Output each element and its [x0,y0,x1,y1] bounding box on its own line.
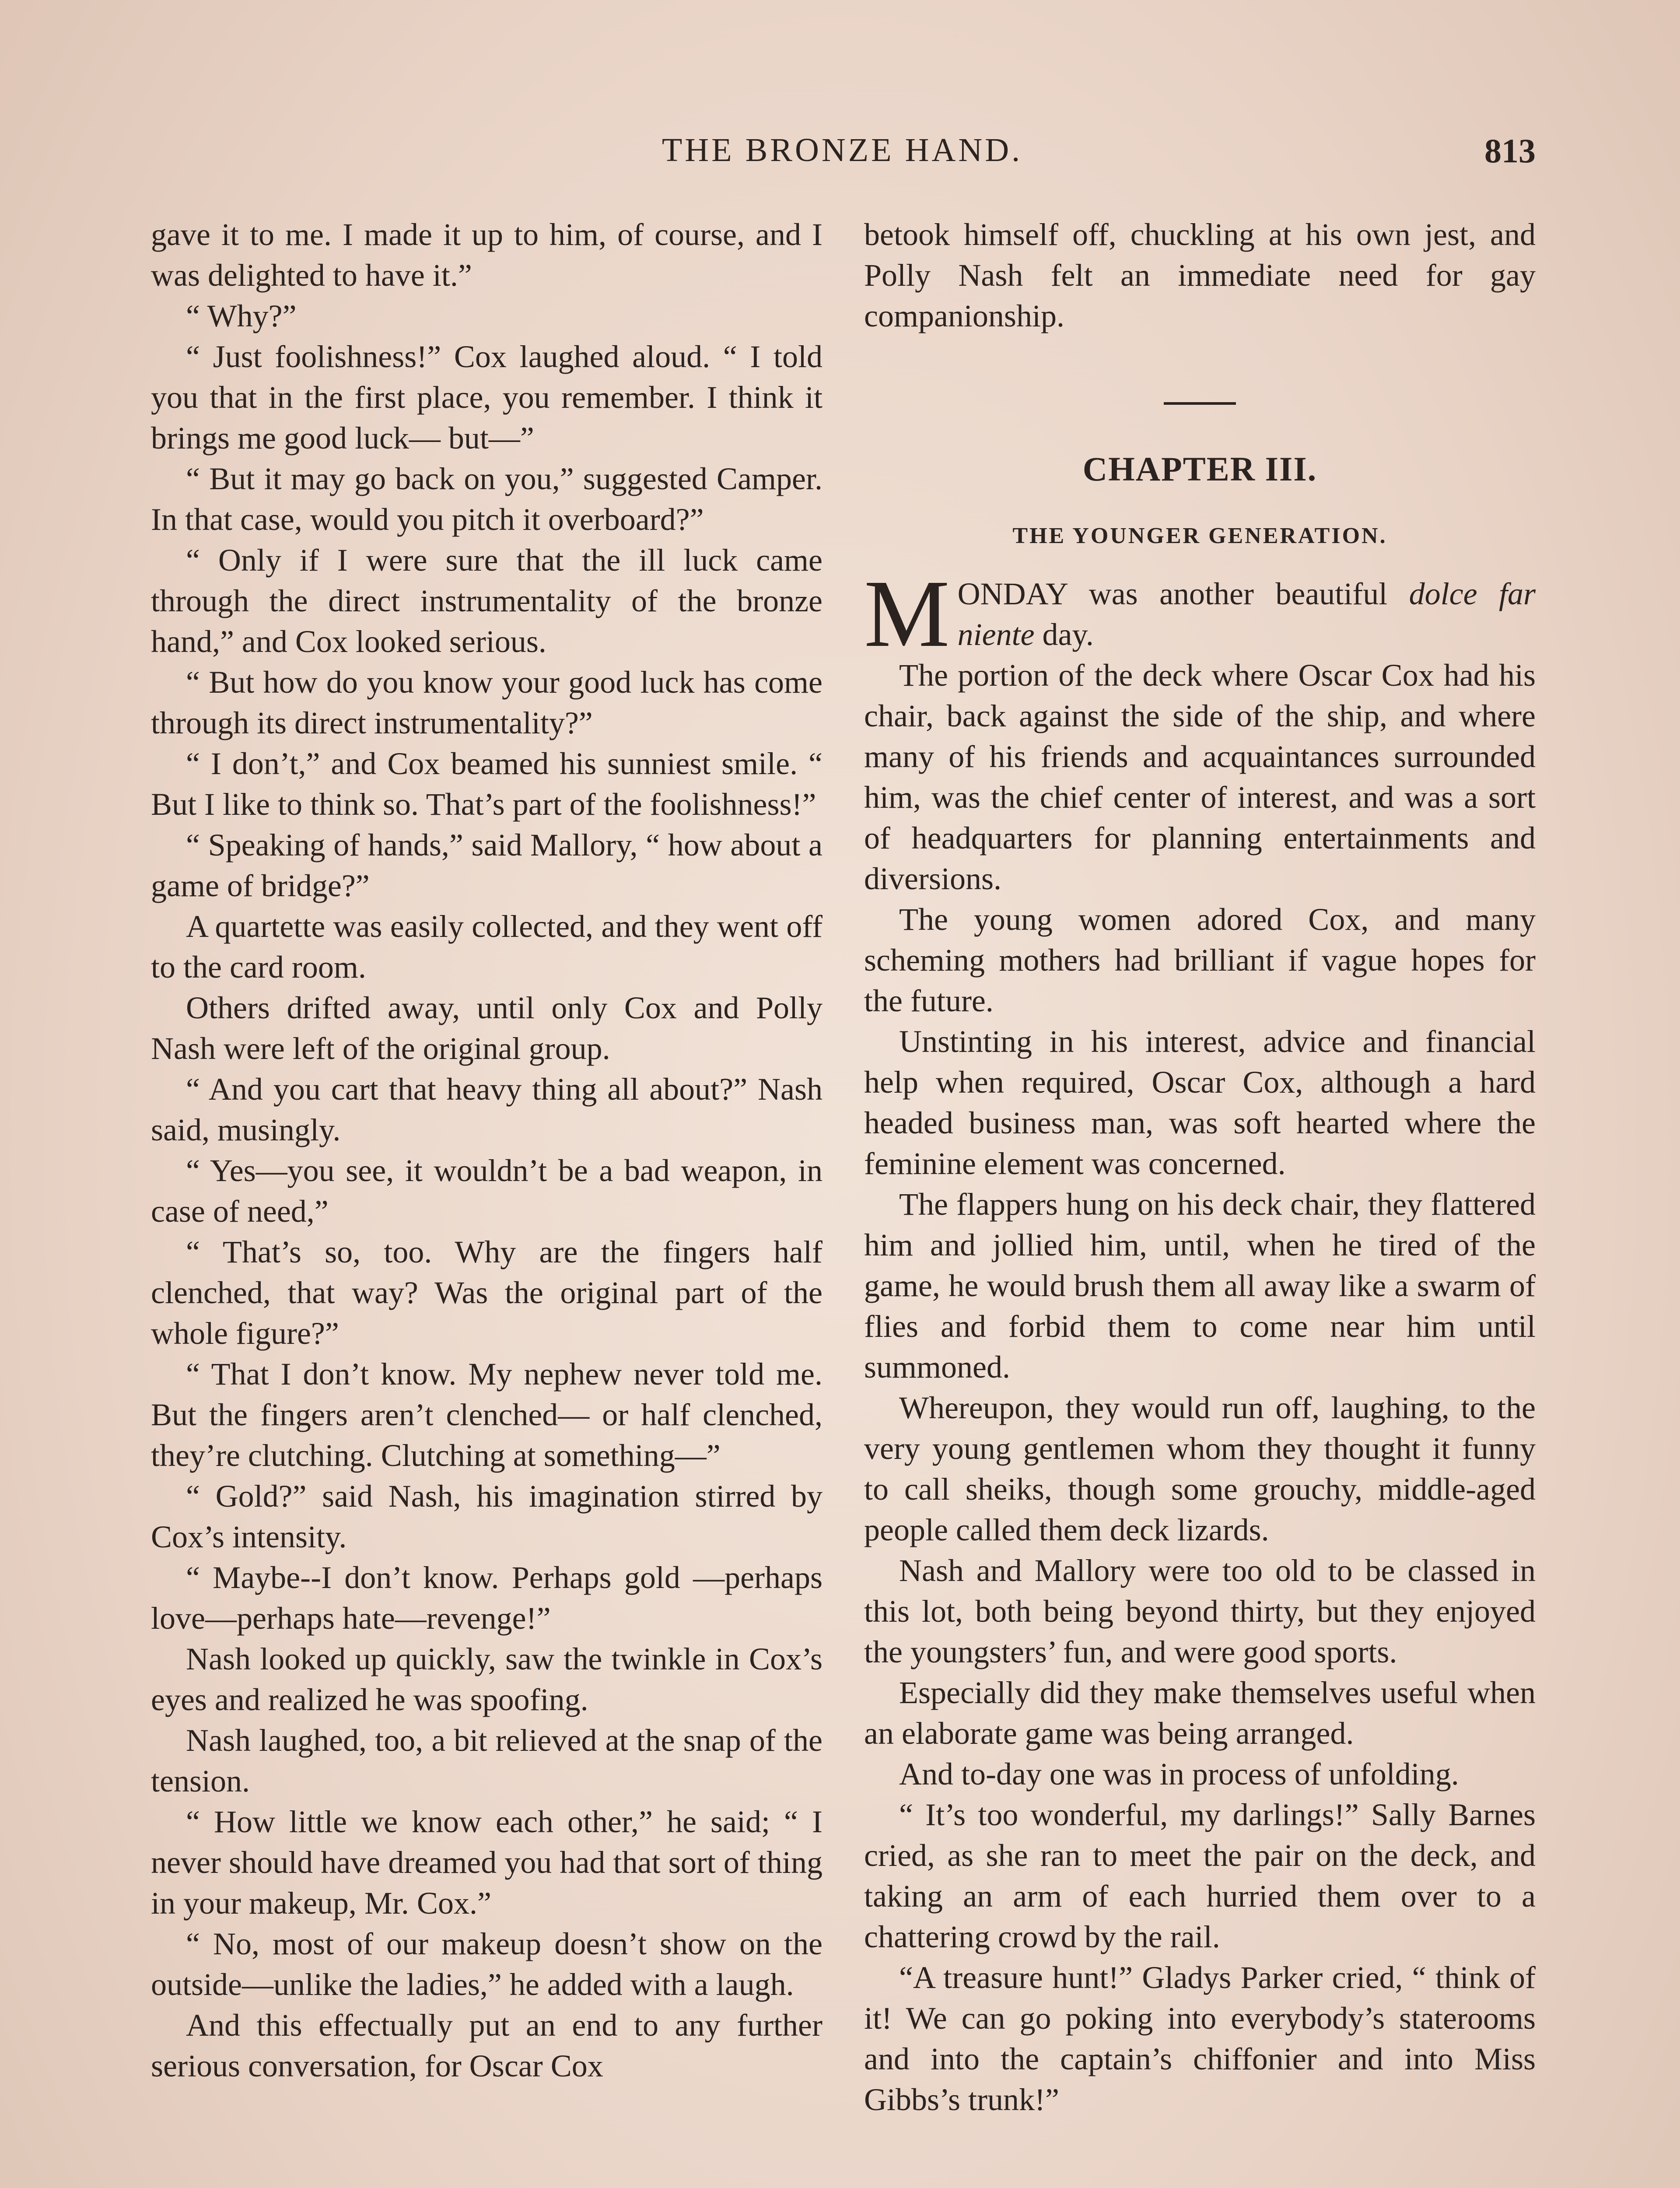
paragraph: “ Yes—you see, it wouldn’t be a bad weapon, in case of need,” [151,1153,822,1229]
section-divider [1164,402,1236,405]
running-title: THE BRONZE HAND. [662,132,1023,168]
paragraph: “ Maybe--I don’t know. Perhaps gold —perhaps love—perhaps hate—revenge!” [151,1560,822,1636]
paragraph: “ I don’t,” and Cox beamed his sunniest smile. “ But I like to think so. That’s part of the foolishness!” [151,746,822,822]
paragraph: gave it to me. I made it up to him, of course, and I was delighted to have it.” [151,217,822,293]
paragraph: “ Speaking of hands,” said Mallory, “ how about a game of bridge?” [151,828,822,903]
paragraph: “ And you cart that heavy thing all about?” Nash said, musingly. [151,1072,822,1147]
paragraph: “ Just foolishness!” Cox laughed aloud. “ I told you that in the first place, you remember. I think it brings me good luck— but—” [151,339,822,456]
paragraph: And to-day one was in process of unfolding. [899,1757,1459,1792]
paragraph: “ But how do you know your good luck has come through its direct instrumentality?” [151,665,822,740]
paragraph: “ No, most of our makeup doesn’t show on the outside—unlike the ladies,” he added with a laugh. [151,1926,822,2002]
paragraph: Nash laughed, too, a bit relieved at the snap of the tension. [151,1723,822,1799]
paragraph: The young women adored Cox, and many scheming mothers had brilliant if vague hopes for the future. [864,902,1536,1018]
opening-end: day. [1042,617,1094,652]
paragraph: Unstinting in his interest, advice and financial help when required, Oscar Cox, although a hard headed business man, was soft hearted where the feminine element was concerned. [864,1024,1536,1181]
paragraph: Nash and Mallory were too old to be classed in this lot, both being beyond thirty, but they enjoyed the youngsters’ fun, and were good sports. [864,1553,1536,1669]
paragraph: Others drifted away, until only Cox and Polly Nash were left of the original group. [151,990,822,1066]
opening-italic: dolce far niente [957,576,1536,652]
paragraph: “ But it may go back on you,” suggested Camper. In that case, would you pitch it overboard?” [151,461,822,537]
paragraph: And this effectually put an end to any further serious conversation, for Oscar Cox [151,2008,822,2083]
paragraph: “ That’s so, too. Why are the fingers half clenched, that way? Was the original part of the whole figure?” [151,1234,822,1351]
chapter-subtitle: THE YOUNGER GENERATION. [1012,523,1387,548]
page-number: 813 [1484,132,1536,170]
right-column [864,214,1536,2120]
paragraph: “ Why?” [186,298,297,333]
drop-cap: M [864,560,950,667]
page-header [149,131,1536,184]
paragraph: Whereupon, they would run off, laughing, to the very young gentlemen whom they thought it funny to call sheiks, though some grouchy, middle-aged people called them deck lizards. [864,1390,1536,1547]
paragraph: betook himself off, chuckling at his own jest, and Polly Nash felt an immediate need for gay companionship. [864,217,1536,333]
paragraph: “A treasure hunt!” Gladys Parker cried, “ think of it! We can go poking into everybody’s staterooms and into the captain’s chiffonier and into Miss Gibbs’s trunk!” [864,1960,1536,2117]
paragraph: The portion of the deck where Oscar Cox had his chair, back against the side of the ship, and where many of his friends and acquaintances surrounded him, was the chief center of interest, and was a sort of headquarters for planning entertainments and diversions. [864,658,1536,896]
chapter-opening-paragraph [864,560,1536,667]
paragraph: “ That I don’t know. My nephew never told me. But the fingers aren’t clenched— or half clenched, they’re clutching. Clutching at something—” [151,1357,822,1473]
paragraph: “ It’s too wonderful, my darlings!” Sally Barnes cried, as she ran to meet the pair on the deck, and taking an arm of each hurried them over to a chattering crowd by the rail. [864,1797,1536,1954]
paragraph: “ Only if I were sure that the ill luck came through the direct instrumentality of the bronze hand,” and Cox looked serious. [151,543,822,659]
paragraph: Nash looked up quickly, saw the twinkle in Cox’s eyes and realized he was spoofing. [151,1641,822,1717]
opening-text: ONDAY was another beautiful [957,576,1388,611]
paragraph: “ Gold?” said Nash, his imagination stirred by Cox’s intensity. [151,1479,822,1554]
paragraph: “ How little we know each other,” he said; “ I never should have dreamed you had that sort of thing in your makeup, Mr. Cox.” [151,1804,822,1921]
left-column [151,214,822,2086]
chapter-title: CHAPTER III. [1082,450,1317,488]
paragraph: Especially did they make themselves useful when an elaborate game was being arranged. [864,1675,1536,1751]
paragraph: A quartette was easily collected, and they went off to the card room. [151,909,822,985]
paragraph: The flappers hung on his deck chair, they flattered him and jollied him, until, when he tired of the game, he would brush them all away like a swarm of flies and forbid them to come near him until summoned. [864,1187,1536,1385]
